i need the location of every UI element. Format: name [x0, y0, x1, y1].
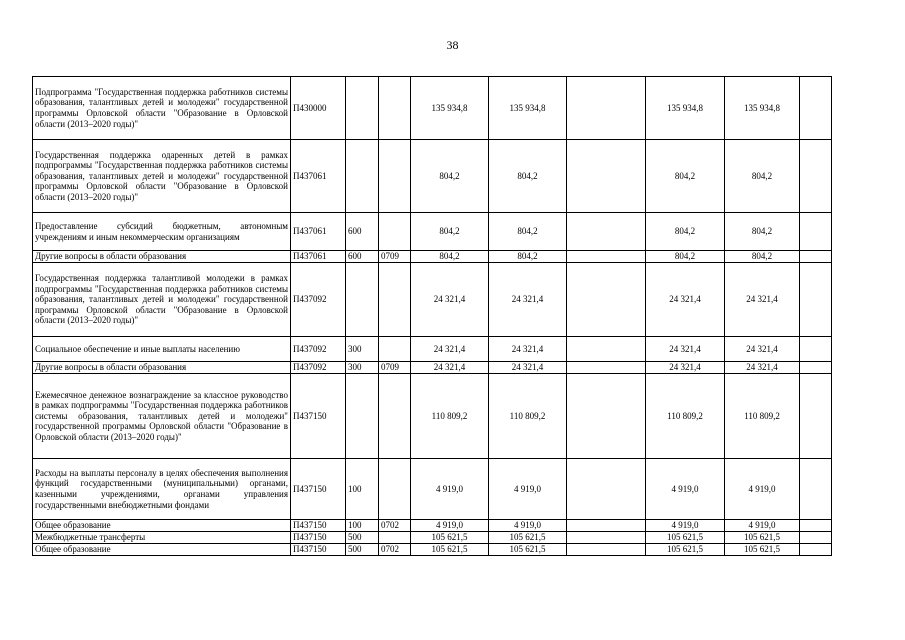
amount-3 — [567, 337, 646, 362]
row-description: Общее образование — [33, 520, 291, 532]
amount-6 — [800, 263, 832, 337]
table-row — [33, 213, 832, 251]
target-code: П437150 — [291, 532, 346, 544]
amount-4: 24 321,4 — [646, 337, 725, 362]
expense-type — [346, 374, 379, 459]
amount-1: 4 919,0 — [411, 520, 489, 532]
amount-6 — [800, 77, 832, 140]
amount-6 — [800, 362, 832, 374]
expense-type: 500 — [346, 532, 379, 544]
amount-3 — [567, 544, 646, 556]
row-description: Расходы на выплаты персоналу в целях обеспечения выполнения функций государственными (муниципальными) органами, казенными учреждениями, органами управления государственными внебюджетными фондами — [33, 459, 291, 520]
amount-3 — [567, 213, 646, 251]
amount-5: 105 621,5 — [725, 532, 800, 544]
page-number: 38 — [446, 38, 459, 52]
expense-type — [346, 77, 379, 140]
amount-2: 105 621,5 — [489, 532, 567, 544]
amount-6 — [800, 337, 832, 362]
target-code: П430000 — [291, 77, 346, 140]
expense-type: 300 — [346, 337, 379, 362]
target-code: П437092 — [291, 337, 346, 362]
amount-3 — [567, 459, 646, 520]
amount-4: 4 919,0 — [646, 459, 725, 520]
target-code: П437150 — [291, 459, 346, 520]
section-code — [379, 140, 411, 213]
amount-6 — [800, 374, 832, 459]
amount-1: 804,2 — [411, 140, 489, 213]
table-row — [33, 374, 832, 459]
amount-6 — [800, 459, 832, 520]
amount-5: 804,2 — [725, 213, 800, 251]
amount-6 — [800, 532, 832, 544]
amount-4: 24 321,4 — [646, 263, 725, 337]
amount-1: 105 621,5 — [411, 532, 489, 544]
amount-4: 804,2 — [646, 251, 725, 263]
amount-1: 24 321,4 — [411, 263, 489, 337]
amount-2: 4 919,0 — [489, 520, 567, 532]
amount-4: 24 321,4 — [646, 362, 725, 374]
amount-1: 135 934,8 — [411, 77, 489, 140]
amount-5: 4 919,0 — [725, 459, 800, 520]
table-row — [33, 544, 832, 556]
amount-1: 110 809,2 — [411, 374, 489, 459]
expense-type — [346, 263, 379, 337]
amount-6 — [800, 520, 832, 532]
table-row — [33, 520, 832, 532]
row-description: Общее образование — [33, 544, 291, 556]
row-description: Другие вопросы в области образования — [33, 251, 291, 263]
amount-5: 24 321,4 — [725, 263, 800, 337]
section-code — [379, 459, 411, 520]
section-code — [379, 532, 411, 544]
amount-3 — [567, 374, 646, 459]
amount-3 — [567, 251, 646, 263]
amount-2: 110 809,2 — [489, 374, 567, 459]
table-row — [33, 532, 832, 544]
section-code: 0702 — [379, 544, 411, 556]
target-code: П437061 — [291, 213, 346, 251]
row-description: Социальное обеспечение и иные выплаты населению — [33, 337, 291, 362]
amount-2: 135 934,8 — [489, 77, 567, 140]
amount-5: 105 621,5 — [725, 544, 800, 556]
section-code: 0709 — [379, 362, 411, 374]
amount-1: 105 621,5 — [411, 544, 489, 556]
expense-type: 300 — [346, 362, 379, 374]
amount-3 — [567, 77, 646, 140]
row-description: Ежемесячное денежное вознаграждение за классное руководство в рамках подпрограммы "Государственная поддержка работников системы образования, талантливых детей и молодежи" государственной программы Орловской области "Образование в Орловской области (2013–2020 годы)" — [33, 374, 291, 459]
amount-3 — [567, 532, 646, 544]
row-description: Предоставление субсидий бюджетным, автономным учреждениям и иным некоммерческим организациям — [33, 213, 291, 251]
amount-1: 4 919,0 — [411, 459, 489, 520]
amount-4: 804,2 — [646, 213, 725, 251]
section-code — [379, 374, 411, 459]
expense-type: 600 — [346, 213, 379, 251]
section-code — [379, 337, 411, 362]
expense-type: 100 — [346, 520, 379, 532]
table-row — [33, 263, 832, 337]
section-code — [379, 213, 411, 251]
expense-type — [346, 140, 379, 213]
amount-5: 4 919,0 — [725, 520, 800, 532]
section-code — [379, 77, 411, 140]
amount-2: 24 321,4 — [489, 263, 567, 337]
target-code: П437092 — [291, 263, 346, 337]
section-code: 0702 — [379, 520, 411, 532]
table-row — [33, 337, 832, 362]
table-row — [33, 140, 832, 213]
amount-4: 105 621,5 — [646, 544, 725, 556]
amount-1: 24 321,4 — [411, 362, 489, 374]
amount-5: 24 321,4 — [725, 337, 800, 362]
amount-5: 24 321,4 — [725, 362, 800, 374]
table-row — [33, 77, 832, 140]
amount-5: 110 809,2 — [725, 374, 800, 459]
amount-3 — [567, 140, 646, 213]
amount-5: 804,2 — [725, 140, 800, 213]
amount-4: 804,2 — [646, 140, 725, 213]
amount-3 — [567, 263, 646, 337]
amount-3 — [567, 520, 646, 532]
amount-2: 804,2 — [489, 140, 567, 213]
amount-5: 135 934,8 — [725, 77, 800, 140]
target-code: П437061 — [291, 251, 346, 263]
amount-2: 24 321,4 — [489, 362, 567, 374]
amount-3 — [567, 362, 646, 374]
amount-6 — [800, 213, 832, 251]
amount-1: 804,2 — [411, 213, 489, 251]
amount-1: 804,2 — [411, 251, 489, 263]
section-code: 0709 — [379, 251, 411, 263]
row-description: Государственная поддержка одаренных детей в рамках подпрограммы "Государственная поддержка работников системы образования, талантливых детей и молодежи" государственной программы Орловской области "Образование в Орловской области (2013–2020 годы)" — [33, 140, 291, 213]
target-code: П437150 — [291, 374, 346, 459]
amount-2: 4 919,0 — [489, 459, 567, 520]
expense-type: 600 — [346, 251, 379, 263]
amount-6 — [800, 140, 832, 213]
amount-4: 110 809,2 — [646, 374, 725, 459]
amount-2: 804,2 — [489, 213, 567, 251]
amount-4: 4 919,0 — [646, 520, 725, 532]
amount-4: 135 934,8 — [646, 77, 725, 140]
section-code — [379, 263, 411, 337]
amount-2: 804,2 — [489, 251, 567, 263]
amount-6 — [800, 544, 832, 556]
table-row — [33, 459, 832, 520]
target-code: П437150 — [291, 544, 346, 556]
amount-6 — [800, 251, 832, 263]
amount-5: 804,2 — [725, 251, 800, 263]
row-description: Другие вопросы в области образования — [33, 362, 291, 374]
amount-2: 105 621,5 — [489, 544, 567, 556]
amount-2: 24 321,4 — [489, 337, 567, 362]
row-description: Подпрограмма "Государственная поддержка работников системы образования, талантливых детей и молодежи" государственной программы Орловской области "Образование в Орловской области (2013–2020 годы)" — [33, 77, 291, 140]
expense-type: 500 — [346, 544, 379, 556]
row-description: Межбюджетные трансферты — [33, 532, 291, 544]
target-code: П437061 — [291, 140, 346, 213]
table-row — [33, 362, 832, 374]
budget-table — [32, 76, 832, 556]
target-code: П437092 — [291, 362, 346, 374]
row-description: Государственная поддержка талантливой молодежи в рамках подпрограммы "Государственная поддержка работников системы образования, талантливых детей и молодежи" государственной программы Орловской области "Образование в Орловской области (2013–2020 годы)" — [33, 263, 291, 337]
expense-type: 100 — [346, 459, 379, 520]
amount-1: 24 321,4 — [411, 337, 489, 362]
target-code: П437150 — [291, 520, 346, 532]
table-row — [33, 251, 832, 263]
amount-4: 105 621,5 — [646, 532, 725, 544]
